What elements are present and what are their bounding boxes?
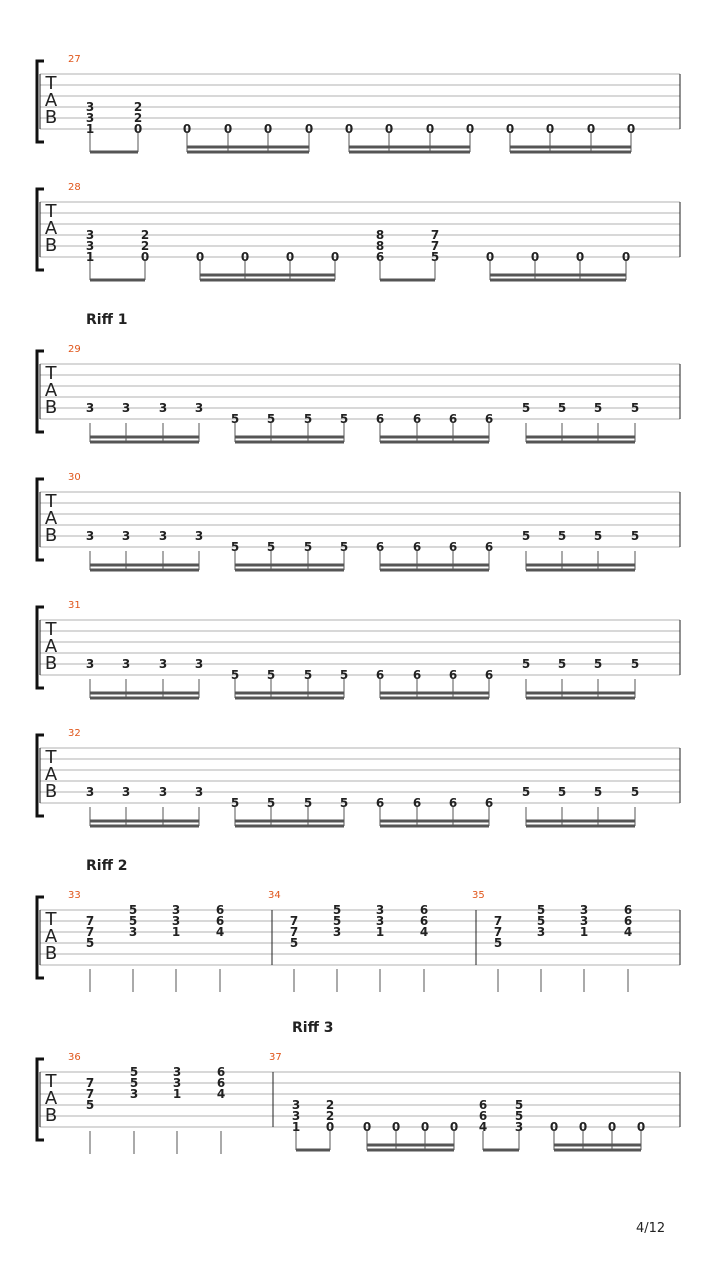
tab-letter-b: B <box>44 781 58 802</box>
fret-number: 0 <box>607 1120 617 1134</box>
fret-number: 5 <box>521 529 531 543</box>
fret-number: 3 <box>128 925 138 939</box>
fret-number: 5 <box>339 412 349 426</box>
fret-number: 1 <box>579 925 589 939</box>
fret-number: 6 <box>215 914 225 928</box>
fret-number: 6 <box>419 903 429 917</box>
fret-number: 5 <box>332 914 342 928</box>
fret-number: 1 <box>85 250 95 264</box>
fret-number: 6 <box>375 796 385 810</box>
fret-number: 6 <box>484 796 494 810</box>
fret-number: 5 <box>514 1098 524 1112</box>
fret-number: 7 <box>493 914 503 928</box>
fret-number: 5 <box>521 401 531 415</box>
fret-number: 3 <box>194 529 204 543</box>
fret-number: 3 <box>85 111 95 125</box>
fret-number: 0 <box>362 1120 372 1134</box>
fret-number: 4 <box>215 925 225 939</box>
fret-number: 0 <box>586 122 596 136</box>
fret-number: 3 <box>158 785 168 799</box>
section-label: Riff 2 <box>86 858 128 874</box>
fret-number: 5 <box>593 529 603 543</box>
measure-number: 32 <box>68 728 81 739</box>
fret-number: 0 <box>330 250 340 264</box>
measure-number: 29 <box>68 344 81 355</box>
fret-number: 3 <box>579 914 589 928</box>
fret-number: 3 <box>158 657 168 671</box>
fret-number: 5 <box>85 1098 95 1112</box>
fret-number: 0 <box>344 122 354 136</box>
fret-number: 5 <box>557 657 567 671</box>
fret-number: 0 <box>545 122 555 136</box>
fret-number: 1 <box>85 122 95 136</box>
fret-number: 2 <box>133 100 143 114</box>
fret-number: 0 <box>636 1120 646 1134</box>
fret-number: 0 <box>505 122 515 136</box>
measure-number: 31 <box>68 600 81 611</box>
fret-number: 5 <box>303 540 313 554</box>
fret-number: 3 <box>514 1120 524 1134</box>
tab-letter-b: B <box>44 235 58 256</box>
fret-number: 5 <box>557 529 567 543</box>
tab-letter-t: T <box>45 909 57 930</box>
fret-number: 5 <box>303 796 313 810</box>
fret-number: 0 <box>384 122 394 136</box>
fret-number: 0 <box>240 250 250 264</box>
fret-number: 3 <box>158 401 168 415</box>
fret-number: 6 <box>419 914 429 928</box>
measure-number: 36 <box>68 1052 81 1063</box>
fret-number: 0 <box>549 1120 559 1134</box>
fret-number: 0 <box>578 1120 588 1134</box>
tab-letter-t: T <box>45 73 57 94</box>
fret-number: 5 <box>230 540 240 554</box>
fret-number: 5 <box>332 903 342 917</box>
tab-letter-t: T <box>45 363 57 384</box>
fret-number: 7 <box>430 228 440 242</box>
fret-number: 6 <box>215 903 225 917</box>
fret-number: 3 <box>85 529 95 543</box>
fret-number: 5 <box>593 657 603 671</box>
tab-letter-a: A <box>44 218 58 239</box>
fret-number: 7 <box>289 925 299 939</box>
measure-number: 28 <box>68 182 81 193</box>
fret-number: 5 <box>303 668 313 682</box>
fret-number: 0 <box>263 122 273 136</box>
fret-number: 3 <box>291 1109 301 1123</box>
fret-number: 4 <box>216 1087 226 1101</box>
fret-number: 3 <box>194 785 204 799</box>
fret-number: 1 <box>172 1087 182 1101</box>
tab-letter-a: A <box>44 636 58 657</box>
fret-number: 0 <box>133 122 143 136</box>
measure-number: 37 <box>269 1052 282 1063</box>
fret-number: 5 <box>339 668 349 682</box>
fret-number: 4 <box>478 1120 488 1134</box>
fret-number: 0 <box>140 250 150 264</box>
tab-letter-a: A <box>44 90 58 111</box>
fret-number: 5 <box>521 785 531 799</box>
fret-number: 6 <box>484 668 494 682</box>
fret-number: 5 <box>593 401 603 415</box>
fret-number: 5 <box>339 540 349 554</box>
fret-number: 6 <box>448 668 458 682</box>
fret-number: 0 <box>530 250 540 264</box>
fret-number: 6 <box>412 796 422 810</box>
fret-number: 6 <box>448 796 458 810</box>
fret-number: 7 <box>85 1087 95 1101</box>
fret-number: 3 <box>171 914 181 928</box>
fret-number: 6 <box>412 412 422 426</box>
fret-number: 5 <box>266 540 276 554</box>
fret-number: 3 <box>85 228 95 242</box>
fret-number: 3 <box>85 401 95 415</box>
fret-number: 0 <box>425 122 435 136</box>
fret-number: 3 <box>172 1076 182 1090</box>
fret-number: 0 <box>285 250 295 264</box>
fret-number: 6 <box>216 1076 226 1090</box>
measure-number: 27 <box>68 54 81 65</box>
fret-number: 0 <box>420 1120 430 1134</box>
fret-number: 4 <box>419 925 429 939</box>
tab-letter-b: B <box>44 653 58 674</box>
fret-number: 0 <box>621 250 631 264</box>
section-label: Riff 3 <box>292 1020 334 1036</box>
fret-number: 5 <box>593 785 603 799</box>
fret-number: 5 <box>266 668 276 682</box>
fret-number: 6 <box>478 1109 488 1123</box>
section-label: Riff 1 <box>86 312 128 328</box>
fret-number: 3 <box>121 529 131 543</box>
fret-number: 5 <box>536 903 546 917</box>
fret-number: 0 <box>182 122 192 136</box>
tab-letter-b: B <box>44 397 58 418</box>
tab-letter-b: B <box>44 107 58 128</box>
page-number: 4/12 <box>636 1221 666 1236</box>
fret-number: 5 <box>129 1065 139 1079</box>
fret-number: 6 <box>484 540 494 554</box>
fret-number: 6 <box>448 412 458 426</box>
tab-letter-a: A <box>44 380 58 401</box>
fret-number: 5 <box>230 796 240 810</box>
fret-number: 5 <box>630 529 640 543</box>
fret-number: 5 <box>536 914 546 928</box>
fret-number: 5 <box>630 657 640 671</box>
fret-number: 6 <box>623 914 633 928</box>
fret-number: 5 <box>128 914 138 928</box>
tab-letter-b: B <box>44 525 58 546</box>
fret-number: 6 <box>375 540 385 554</box>
tab-letter-t: T <box>45 1071 57 1092</box>
fret-number: 3 <box>579 903 589 917</box>
fret-number: 6 <box>375 412 385 426</box>
tab-letter-t: T <box>45 619 57 640</box>
fret-number: 7 <box>85 1076 95 1090</box>
fret-number: 7 <box>430 239 440 253</box>
fret-number: 7 <box>493 925 503 939</box>
fret-number: 6 <box>216 1065 226 1079</box>
fret-number: 0 <box>449 1120 459 1134</box>
fret-number: 8 <box>375 239 385 253</box>
fret-number: 3 <box>332 925 342 939</box>
fret-number: 3 <box>121 657 131 671</box>
fret-number: 5 <box>85 936 95 950</box>
fret-number: 3 <box>129 1087 139 1101</box>
fret-number: 0 <box>485 250 495 264</box>
fret-number: 5 <box>630 785 640 799</box>
fret-number: 2 <box>325 1109 335 1123</box>
fret-number: 5 <box>266 796 276 810</box>
tab-letter-t: T <box>45 201 57 222</box>
fret-number: 6 <box>448 540 458 554</box>
fret-number: 3 <box>158 529 168 543</box>
fret-number: 7 <box>85 914 95 928</box>
fret-number: 0 <box>325 1120 335 1134</box>
fret-number: 1 <box>375 925 385 939</box>
fret-number: 3 <box>85 657 95 671</box>
tab-letter-a: A <box>44 926 58 947</box>
fret-number: 6 <box>375 668 385 682</box>
fret-number: 5 <box>339 796 349 810</box>
measure-number: 34 <box>268 890 281 901</box>
fret-number: 6 <box>623 903 633 917</box>
fret-number: 3 <box>375 914 385 928</box>
fret-number: 3 <box>375 903 385 917</box>
fret-number: 5 <box>230 668 240 682</box>
fret-number: 3 <box>194 401 204 415</box>
fret-number: 5 <box>128 903 138 917</box>
fret-number: 6 <box>375 250 385 264</box>
measure-number: 33 <box>68 890 81 901</box>
fret-number: 3 <box>121 401 131 415</box>
fret-number: 4 <box>623 925 633 939</box>
fret-number: 2 <box>140 228 150 242</box>
tab-letter-t: T <box>45 747 57 768</box>
fret-number: 5 <box>266 412 276 426</box>
tab-letter-t: T <box>45 491 57 512</box>
fret-number: 7 <box>85 925 95 939</box>
fret-number: 0 <box>626 122 636 136</box>
fret-number: 3 <box>121 785 131 799</box>
fret-number: 3 <box>536 925 546 939</box>
fret-number: 8 <box>375 228 385 242</box>
fret-number: 5 <box>493 936 503 950</box>
fret-number: 1 <box>171 925 181 939</box>
fret-number: 5 <box>557 785 567 799</box>
fret-number: 6 <box>412 668 422 682</box>
fret-number: 3 <box>85 239 95 253</box>
fret-number: 2 <box>140 239 150 253</box>
fret-number: 7 <box>289 914 299 928</box>
fret-number: 0 <box>304 122 314 136</box>
fret-number: 0 <box>195 250 205 264</box>
fret-number: 2 <box>133 111 143 125</box>
tab-letter-a: A <box>44 764 58 785</box>
fret-number: 3 <box>172 1065 182 1079</box>
fret-number: 5 <box>430 250 440 264</box>
fret-number: 5 <box>289 936 299 950</box>
fret-number: 5 <box>521 657 531 671</box>
fret-number: 3 <box>171 903 181 917</box>
fret-number: 5 <box>557 401 567 415</box>
fret-number: 0 <box>223 122 233 136</box>
fret-number: 3 <box>194 657 204 671</box>
fret-number: 2 <box>325 1098 335 1112</box>
fret-number: 0 <box>465 122 475 136</box>
tab-letter-b: B <box>44 943 58 964</box>
fret-number: 6 <box>478 1098 488 1112</box>
fret-number: 1 <box>291 1120 301 1134</box>
tab-letter-a: A <box>44 1088 58 1109</box>
tab-letter-a: A <box>44 508 58 529</box>
tab-letter-b: B <box>44 1105 58 1126</box>
fret-number: 3 <box>85 785 95 799</box>
fret-number: 6 <box>484 412 494 426</box>
fret-number: 5 <box>514 1109 524 1123</box>
fret-number: 0 <box>391 1120 401 1134</box>
fret-number: 3 <box>291 1098 301 1112</box>
fret-number: 6 <box>412 540 422 554</box>
fret-number: 5 <box>230 412 240 426</box>
fret-number: 5 <box>129 1076 139 1090</box>
measure-number: 35 <box>472 890 485 901</box>
fret-number: 0 <box>575 250 585 264</box>
fret-number: 5 <box>303 412 313 426</box>
measure-number: 30 <box>68 472 81 483</box>
fret-number: 3 <box>85 100 95 114</box>
fret-number: 5 <box>630 401 640 415</box>
